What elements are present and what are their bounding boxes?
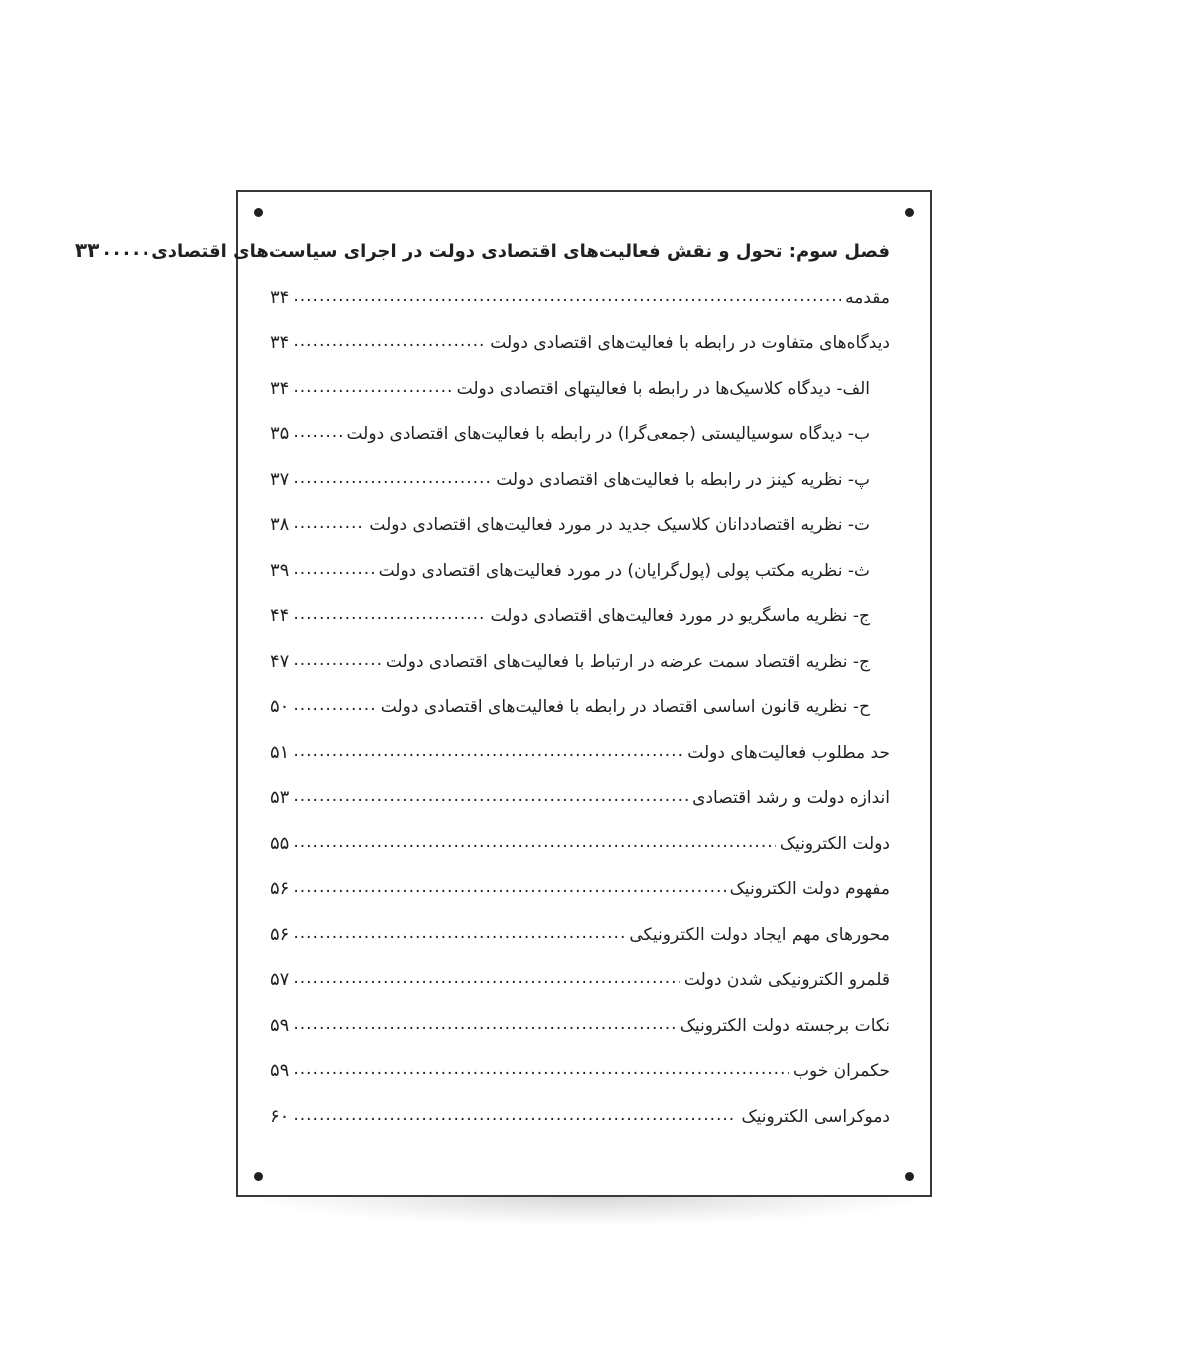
- entry-title: مفهوم دولت الکترونیک: [729, 879, 890, 899]
- entry-page-number: ۵۰: [270, 696, 290, 717]
- entry-page-number: ۵۶: [270, 924, 290, 945]
- toc-entry[interactable]: [270, 642, 870, 672]
- entry-title: قلمرو الکترونیکی شدن دولت: [683, 970, 890, 990]
- toc-entry[interactable]: [270, 1006, 890, 1036]
- entry-page-number: ۳۴: [270, 332, 290, 353]
- corner-dot: [905, 208, 914, 217]
- toc-entry[interactable]: [270, 824, 890, 854]
- entry-title: محورهای مهم ایجاد دولت الکترونیکی: [629, 925, 890, 945]
- leader-dots: [293, 879, 725, 899]
- leader-dots: [293, 788, 688, 808]
- leader-dots: [293, 333, 486, 353]
- entry-page-number: ۳۴: [270, 287, 290, 308]
- entry-title: نکات برجسته دولت الکترونیک: [679, 1016, 890, 1036]
- toc-entry[interactable]: [270, 1097, 890, 1127]
- leader-dots: [293, 1061, 789, 1081]
- entry-title: دیدگاه‌های متفاوت در رابطه با فعالیت‌های اقتصادی دولت: [490, 333, 890, 353]
- toc-entry[interactable]: [270, 687, 870, 717]
- entry-page-number: ۵۹: [270, 1015, 290, 1036]
- leader-dots: [293, 925, 625, 945]
- entry-page-number: ۳۴: [270, 378, 290, 399]
- toc-page: [74, 190, 932, 1197]
- corner-dot: [905, 1172, 914, 1181]
- toc-entry[interactable]: [270, 733, 890, 763]
- corner-dot: [254, 1172, 263, 1181]
- toc-entry[interactable]: [270, 1051, 890, 1081]
- entry-page-number: ۵۶: [270, 878, 290, 899]
- toc-entry[interactable]: [270, 915, 890, 945]
- entry-page-number: ۵۳: [270, 787, 290, 808]
- chapter-heading[interactable]: [74, 232, 890, 262]
- leader-dots: [293, 515, 365, 535]
- entry-page-number: ۳۸: [270, 514, 290, 535]
- entry-title: ب- دیدگاه سوسیالیستی (جمعی‌گرا) در رابطه با فعالیت‌های اقتصادی دولت: [346, 424, 870, 444]
- chapter-title: فصل سوم: تحول و نقش فعالیت‌های اقتصادی دولت در اجرای سیاست‌های اقتصادی: [151, 241, 890, 262]
- toc-entry[interactable]: [270, 869, 890, 899]
- toc-entry[interactable]: [270, 414, 870, 444]
- leader-dots: [293, 743, 683, 763]
- entry-page-number: ۳۷: [270, 469, 290, 490]
- toc-entry[interactable]: [270, 323, 890, 353]
- entry-page-number: ۵۵: [270, 833, 290, 854]
- leader-dots: [103, 241, 147, 262]
- leader-dots: [293, 470, 492, 490]
- toc-entry[interactable]: [270, 960, 890, 990]
- toc-entry[interactable]: [270, 596, 870, 626]
- leader-dots: [293, 970, 680, 990]
- entry-page-number: ۴۴: [270, 605, 290, 626]
- entry-page-number: ۵۹: [270, 1060, 290, 1081]
- entry-title: دموکراسی الکترونیک: [741, 1107, 890, 1127]
- entry-page-number: ۵۱: [270, 742, 290, 763]
- entry-page-number: ۴۷: [270, 651, 290, 672]
- entry-title: ج- نظریه ماسگریو در مورد فعالیت‌های اقتصادی دولت: [490, 606, 870, 626]
- leader-dots: [293, 379, 452, 399]
- entry-title: ح- نظریه قانون اساسی اقتصاد در رابطه با فعالیت‌های اقتصادی دولت: [380, 697, 870, 717]
- leader-dots: [293, 697, 376, 717]
- entry-title: مقدمه: [845, 288, 890, 308]
- leader-dots: [293, 424, 342, 444]
- toc-entry[interactable]: [270, 460, 870, 490]
- corner-dot: [254, 208, 263, 217]
- leader-dots: [293, 652, 382, 672]
- chapter-page-number: ۳۳: [74, 238, 100, 262]
- leader-dots: [293, 288, 841, 308]
- toc-entry[interactable]: [270, 278, 890, 308]
- entry-title: حکمران خوب: [792, 1061, 890, 1081]
- leader-dots: [293, 1016, 675, 1036]
- entry-page-number: ۵۷: [270, 969, 290, 990]
- entry-page-number: ۶۰: [270, 1106, 290, 1127]
- entry-page-number: ۳۹: [270, 560, 290, 581]
- entry-title: ج- نظریه اقتصاد سمت عرضه در ارتباط با فعالیت‌های اقتصادی دولت: [385, 652, 870, 672]
- toc-entry[interactable]: [270, 369, 870, 399]
- leader-dots: [293, 606, 486, 626]
- toc-entry[interactable]: [270, 551, 870, 581]
- entry-title: الف- دیدگاه کلاسیک‌ها در رابطه با فعالیتهای اقتصادی دولت: [456, 379, 870, 399]
- entry-title: اندازه دولت و رشد اقتصادی: [692, 788, 890, 808]
- leader-dots: [293, 561, 374, 581]
- entry-page-number: ۳۵: [270, 423, 290, 444]
- entry-title: دولت الکترونیک: [779, 834, 890, 854]
- leader-dots: [293, 1107, 737, 1127]
- entry-title: حد مطلوب فعالیت‌های دولت: [687, 743, 890, 763]
- entry-title: پ- نظریه کینز در رابطه با فعالیت‌های اقتصادی دولت: [496, 470, 870, 490]
- entry-title: ت- نظریه اقتصاددانان کلاسیک جدید در مورد فعالیت‌های اقتصادی دولت: [369, 515, 870, 535]
- entry-title: ث- نظریه مکتب پولی (پول‌گرایان) در مورد فعالیت‌های اقتصادی دولت: [378, 561, 870, 581]
- toc-entry[interactable]: [270, 505, 870, 535]
- toc-entry[interactable]: [270, 778, 890, 808]
- leader-dots: [293, 834, 776, 854]
- page-shadow: [262, 1196, 912, 1224]
